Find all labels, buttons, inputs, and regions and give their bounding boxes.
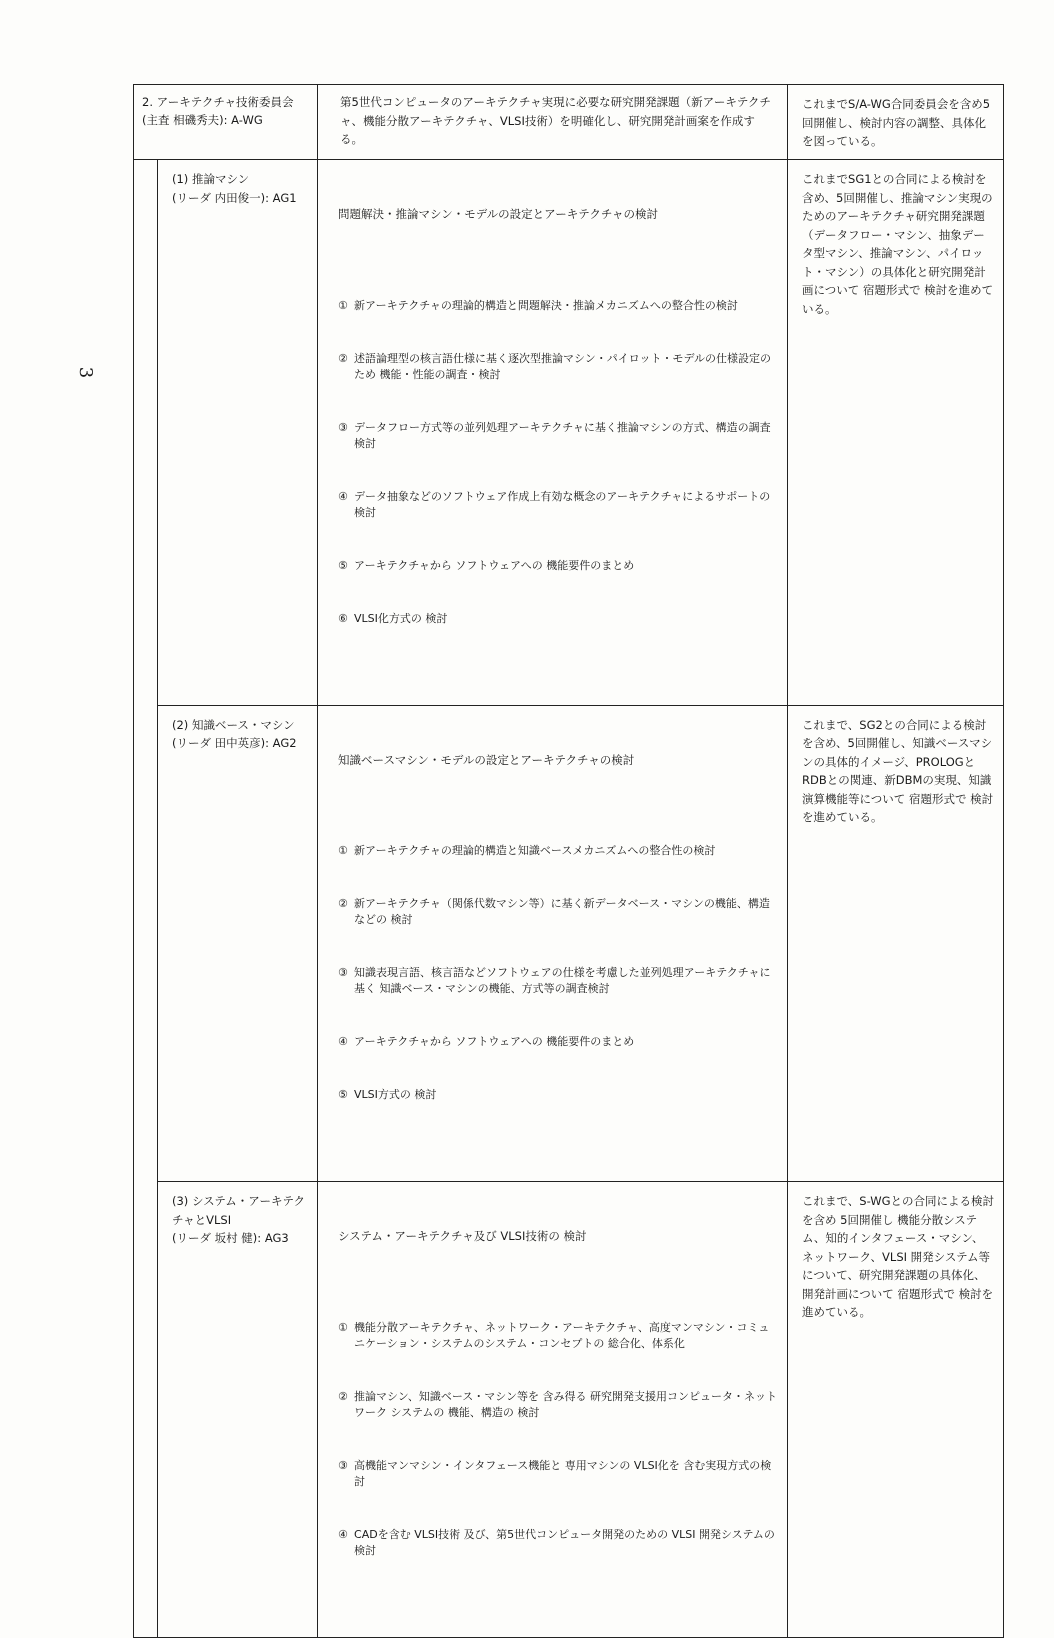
group-status: これまでSG1との合同による検討を含め、5回開催し、推論マシン実現のためのアーキテクチャ研究開発課題（データフロー・マシン、抽象データ型マシン、推論マシン、パイロット・マシン）の具体化と研究開発計画について 宿題形式で 検討を進めている。 bbox=[802, 172, 994, 316]
indent-column bbox=[134, 160, 158, 1638]
committee-chair: (主査 相磯秀夫): A-WG bbox=[142, 113, 263, 127]
group-title: 問題解決・推論マシン・モデルの設定とアーキテクチャの検討 bbox=[338, 207, 658, 221]
task-list bbox=[338, 806, 779, 1140]
task-item: ② 述語論理型の核言語仕様に基く逐次型推論マシン・パイロット・モデルの仕様設定のため 機能・性能の調査・検討 bbox=[338, 351, 771, 381]
task-item: ④ アーキテクチャから ソフトウェアへの 機能要件のまとめ bbox=[338, 1035, 635, 1048]
task-item: ② 新アーキテクチャ（関係代数マシン等）に基く新データベース・マシンの機能、構造などの 検討 bbox=[338, 897, 770, 926]
committee-name: 2. アーキテクチャ技術委員会 bbox=[142, 95, 294, 109]
group-title: システム・アーキテクチャ及び VLSI技術の 検討 bbox=[338, 1229, 587, 1243]
group-row-2 bbox=[134, 705, 1004, 1182]
group-tasks-cell bbox=[318, 160, 788, 706]
group-tasks-cell bbox=[318, 705, 788, 1182]
task-list bbox=[338, 261, 779, 664]
group-name-cell bbox=[158, 1182, 318, 1638]
group-status-cell bbox=[788, 705, 1004, 1182]
task-item: ① 機能分散アーキテクチャ、ネットワーク・アーキテクチャ、高度マンマシン・コミュニケーション・システムのシステム・コンセプトの 総合化、体系化 bbox=[338, 1320, 770, 1350]
group-name-cell bbox=[158, 160, 318, 706]
group-leader: (リーダ 内田俊一): AG1 bbox=[172, 190, 297, 205]
committee-name-cell bbox=[134, 85, 318, 160]
group-tasks-cell bbox=[318, 1182, 788, 1638]
task-item: ① 新アーキテクチャの理論的構造と問題解決・推論メカニズムへの整合性の検討 bbox=[338, 298, 738, 312]
group-name: (1) 推論マシン bbox=[172, 172, 250, 186]
group-name-cell bbox=[158, 705, 318, 1182]
task-item: ③ 高機能マンマシン・インタフェース機能と 専用マシンの VLSI化を 含む実現方式の検討 bbox=[338, 1458, 772, 1488]
group-leader: (リーダ 坂村 健): AG3 bbox=[172, 1231, 289, 1245]
task-item: ③ データフロー方式等の並列処理アーキテクチャに基く推論マシンの方式、構造の調査検討 bbox=[338, 420, 771, 450]
group-status: これまで、SG2との合同による検討を含め、5回開催し、知識ベースマシンの具体的イメージ、PROLOGと RDBとの関連、新DBMの実現、知識演算機能等について 宿題形式で 検討を進めている。 bbox=[802, 717, 994, 824]
task-item: ① 新アーキテクチャの理論的構造と知識ベースメカニズムへの整合性の検討 bbox=[338, 844, 716, 857]
task-item: ④ CADを含む VLSI技術 及び、第5世代コンピュータ開発のための VLSI 開発システムの 検討 bbox=[338, 1527, 779, 1557]
group-leader: (リーダ 田中英彦): AG2 bbox=[172, 736, 297, 750]
task-list bbox=[338, 1283, 779, 1596]
group-status: これまで、S-WGとの合同による検討を含め 5回開催し 機能分散システム、知的インタフェース・マシン、ネットワーク、VLSI 開発システム等について、研究開発課題の具体化、開発計画について 宿題形式で 検討を進めている。 bbox=[802, 1194, 995, 1319]
group-title: 知識ベースマシン・モデルの設定とアーキテクチャの検討 bbox=[338, 752, 635, 767]
committee-table bbox=[133, 84, 1004, 1638]
group-name: (2) 知識ベース・マシン bbox=[172, 717, 295, 732]
task-item: ⑤ アーキテクチャから ソフトウェアへの 機能要件のまとめ bbox=[338, 558, 635, 572]
task-item: ⑤ VLSI方式の 検討 bbox=[338, 1088, 437, 1101]
committee-description: 第5世代コンピュータのアーキテクチャ実現に必要な研究開発課題（新アーキテクチャ、機能分散アーキテクチャ、VLSI技術）を明確化し、研究開発計画案を作成する。 bbox=[340, 95, 771, 146]
task-item: ③ 知識表現言語、核言語などソフトウェアの仕様を考慮した並列処理アーキテクチャに基く 知識ベース・マシンの機能、方式等の調査検討 bbox=[338, 966, 771, 995]
committee-status-cell bbox=[788, 85, 1004, 160]
task-item: ⑥ VLSI化方式の 検討 bbox=[338, 611, 448, 625]
committee-description-cell bbox=[318, 85, 788, 160]
committee-status: これまでS/A-WG合同委員会を含め5回開催し、検討内容の調整、具体化を図っている。 bbox=[802, 97, 991, 148]
group-row-3 bbox=[134, 1182, 1004, 1638]
task-item: ② 推論マシン、知識ベース・マシン等を 含み得る 研究開発支援用コンピュータ・ネットワーク システムの 機能、構造の 検討 bbox=[338, 1389, 778, 1419]
group-status-cell bbox=[788, 1182, 1004, 1638]
group-name: (3) システム・アーキテクチャとVLSI bbox=[172, 1194, 305, 1227]
group-status-cell bbox=[788, 160, 1004, 706]
page-number: 3 bbox=[75, 366, 97, 379]
committee-row bbox=[134, 85, 1004, 160]
task-item: ④ データ抽象などのソフトウェア作成上有効な概念のアーキテクチャによるサポートの検討 bbox=[338, 489, 771, 519]
group-row-1 bbox=[134, 160, 1004, 706]
